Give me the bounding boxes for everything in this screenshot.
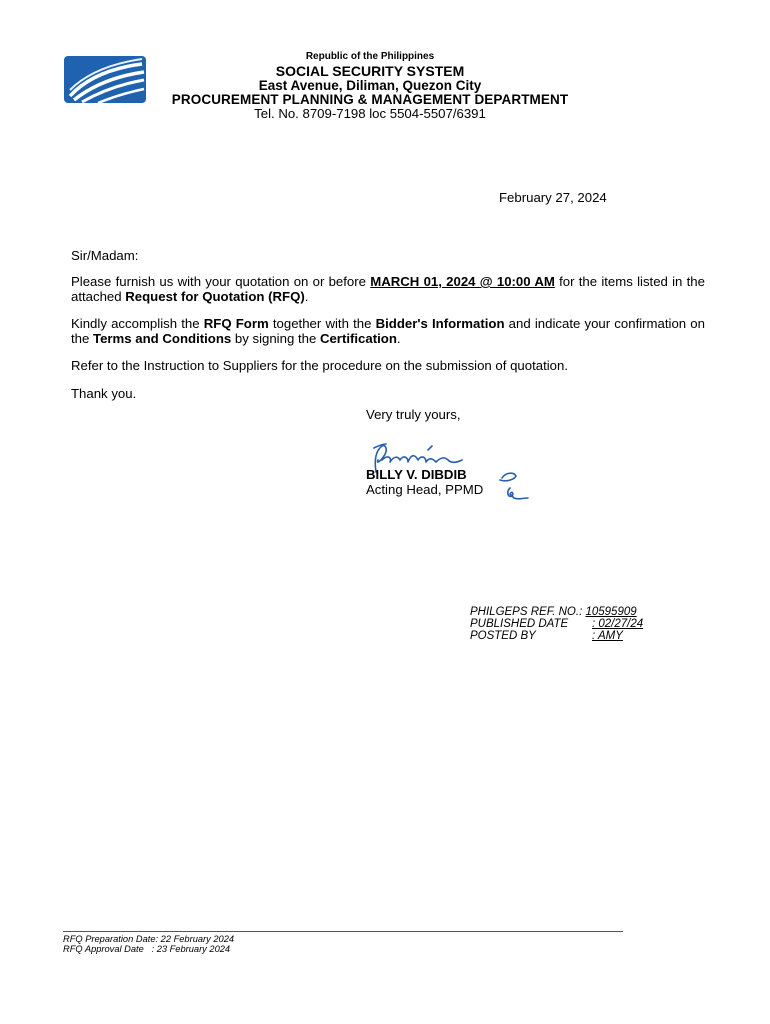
footer-prep-value: 22 February 2024 xyxy=(158,934,235,944)
closing: Very truly yours, xyxy=(366,407,461,422)
bidders-info-text: Bidder's Information xyxy=(375,316,505,331)
para1-text-3: . xyxy=(304,289,309,304)
rfq-form-text: RFQ Form xyxy=(203,316,269,331)
paragraph-instructions xyxy=(71,316,705,346)
philgeps-ref-row xyxy=(470,606,637,618)
para2-text-5: . xyxy=(396,331,401,346)
footer-approval-value: : 23 February 2024 xyxy=(143,944,231,954)
published-date-value: : 02/27/24 xyxy=(592,618,644,630)
salutation: Sir/Madam: xyxy=(71,248,139,263)
para2-text-1: Kindly accomplish the xyxy=(71,316,204,331)
footer-approval-label: RFQ Approval Date xyxy=(63,944,144,954)
thank-you: Thank you. xyxy=(71,386,137,401)
para2-text-3: and indicate your confirmation on the xyxy=(71,316,705,346)
terms-text: Terms and Conditions xyxy=(93,331,232,346)
header-department: PROCUREMENT PLANNING & MANAGEMENT DEPARTMENT xyxy=(171,92,569,107)
certification-text: Certification xyxy=(319,331,397,346)
paragraph-deadline xyxy=(71,274,705,304)
philgeps-ref-label: PHILGEPS REF. NO.: xyxy=(470,606,583,618)
posted-by-value: : AMY xyxy=(592,630,623,642)
published-date-row xyxy=(470,618,643,630)
footer-prep-date xyxy=(63,934,234,944)
signatory-title: Acting Head, PPMD xyxy=(366,482,484,497)
header-agency: SOCIAL SECURITY SYSTEM xyxy=(275,63,465,79)
deadline-text: MARCH 01, 2024 @ 10:00 AM xyxy=(370,274,555,289)
published-date-label: PUBLISHED DATE xyxy=(470,618,569,630)
posted-by-row xyxy=(470,630,623,642)
letter-date: February 27, 2024 xyxy=(499,190,607,205)
philgeps-ref-value: 10595909 xyxy=(585,606,637,618)
header-telephone: Tel. No. 8709-7198 loc 5504-5507/6391 xyxy=(254,106,486,121)
signatory-name: BILLY V. DIBDIB xyxy=(366,467,467,482)
para1-text-2: for the items listed in the attached xyxy=(71,274,705,304)
header-republic: Republic of the Philippines xyxy=(305,51,435,62)
para2-text-4: by signing the xyxy=(231,331,320,346)
footer-approval-date xyxy=(63,944,230,954)
footer-prep-label: RFQ Preparation Date: xyxy=(63,934,159,944)
para2-text-2: together with the xyxy=(268,316,376,331)
paragraph-refer: Refer to the Instruction to Suppliers for the procedure on the submission of quotation. xyxy=(71,358,569,373)
para1-text-1: Please furnish us with your quotation on or before xyxy=(71,274,371,289)
rfq-text: Request for Quotation (RFQ) xyxy=(125,289,305,304)
footer-divider xyxy=(63,931,623,932)
posted-by-label: POSTED BY xyxy=(470,630,536,642)
header-address: East Avenue, Diliman, Quezon City xyxy=(258,78,482,93)
